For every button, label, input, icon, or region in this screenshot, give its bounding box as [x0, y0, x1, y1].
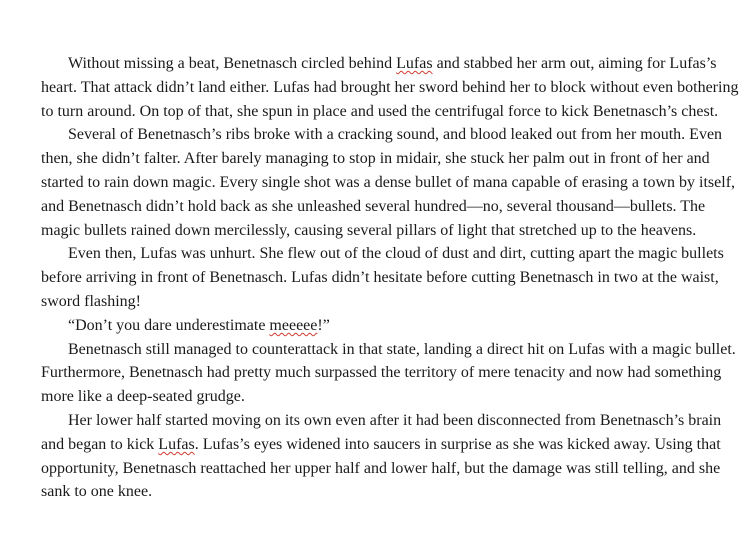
document-body — [41, 52, 743, 504]
text-run: Benetnasch still managed to counterattack in that state, landing a direct hit on Lufas with a magic bullet. Furthermore, Benetnasch had pretty much surpassed the territory of mere tenacity and now had something more like a deep-seated grudge. — [41, 340, 736, 406]
paragraph-5 — [41, 338, 743, 409]
text-run: Her lower half started moving on its own even after it had been disconnected from Benetnasch’s brain and began to kick — [41, 411, 722, 453]
text-run: Several of Benetnasch’s ribs broke with a cracking sound, and blood leaked out from her mouth. Even then, she didn’t falter. After barely managing to stop in midair, she stuck her palm out in front of her and started to rain down magic. Every single shot was a dense bullet of mana capable of erasing a town by itself, and Benetnasch didn’t hold back as she unleashed several hundred—no, several thousand—bullets. The magic bullets rained down mercilessly, causing several pillars of light that stretched up to the heavens. — [41, 126, 736, 239]
paragraph-3 — [41, 242, 743, 313]
paragraph-6 — [41, 409, 743, 504]
misspelled-word[interactable]: Lufas — [396, 55, 433, 72]
misspelled-word[interactable]: meeeee — [269, 316, 318, 334]
text-run: “Don’t you dare underestimate — [68, 316, 270, 334]
misspelled-word[interactable]: Lufas — [158, 435, 195, 453]
text-run: Without missing a beat, Benetnasch circled behind — [68, 55, 397, 72]
text-run: Even then, Lufas was unhurt. She flew out of the cloud of dust and dirt, cutting apart the magic bullets before arriving in front of Benetnasch. Lufas didn’t hesitate before cutting Benetnasch in two at the waist, sword flashing! — [41, 245, 724, 310]
text-run: and stabbed her arm out, aiming for Lufas’s heart. That attack didn’t land either. Lufas had brought her sword behind her to block without even bothering to turn around. On top of that, she spun in place and used the centrifugal force to kick Benetnasch’s chest. — [41, 55, 739, 120]
text-run: . Lufas’s eyes widened into saucers in surprise as she was kicked away. Using that opportunity, Benetnasch reattached her upper half and lower half, but the damage was still telling, and she sank to one knee. — [41, 435, 721, 501]
paragraph-4-dialogue — [41, 314, 743, 338]
text-run: !” — [317, 316, 330, 334]
paragraph-1 — [41, 52, 743, 123]
paragraph-2 — [41, 123, 743, 242]
